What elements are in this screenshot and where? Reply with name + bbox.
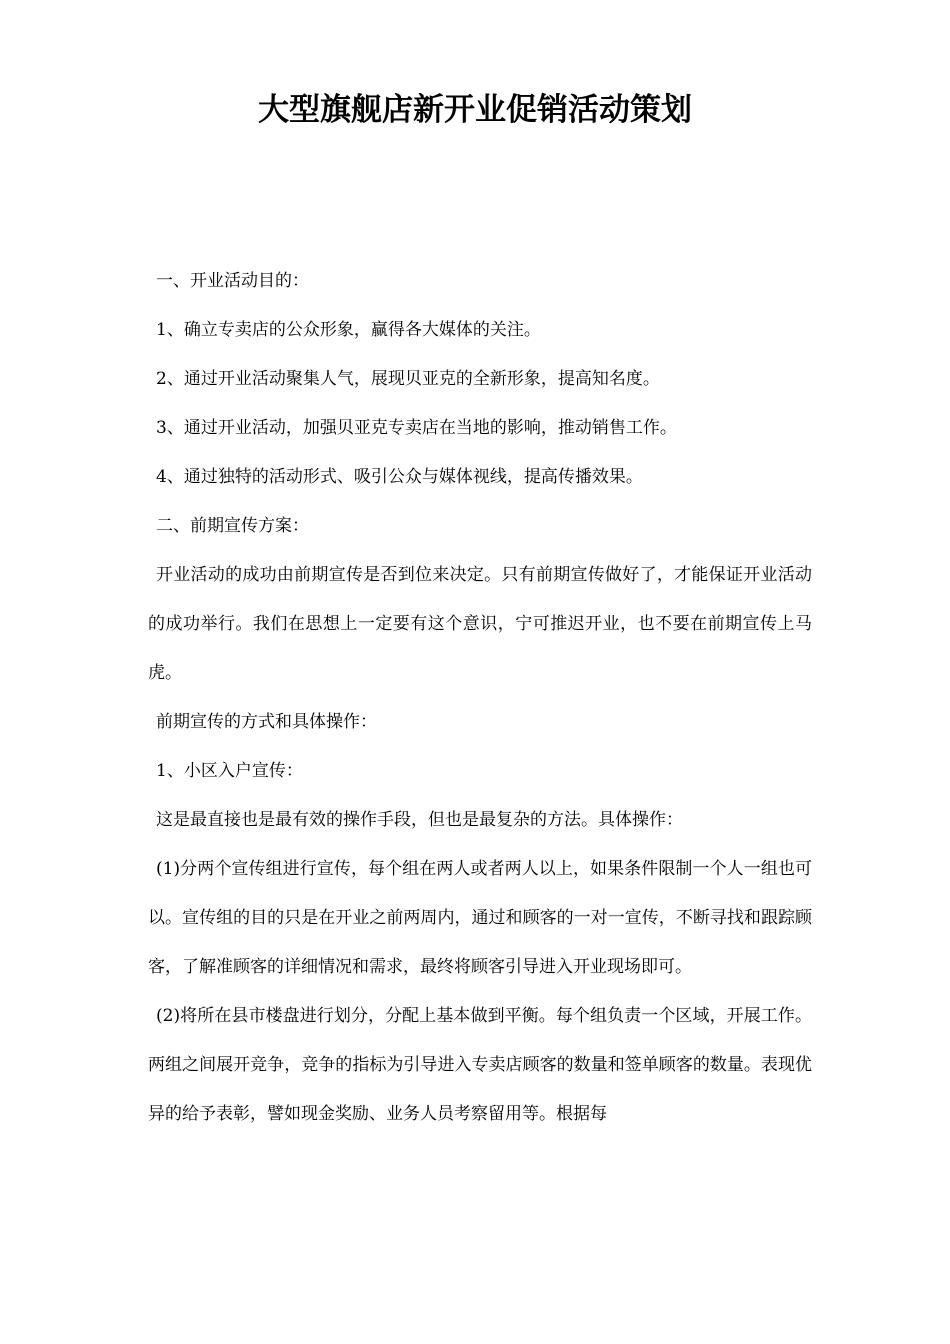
paragraph: (1)分两个宣传组进行宣传，每个组在两人或者两人以上，如果条件限制一个人一组也可以。宣传组的目的只是在开业之前两周内，通过和顾客的一对一宣传，不断寻找和跟踪顾客，了解准顾客的详细情况和需求，最终将顾客引导进入开业现场即可。: [148, 859, 812, 977]
list-item: 3、通过开业活动，加强贝亚克专卖店在当地的影响，推动销售工作。: [156, 418, 677, 438]
paragraph: (2)将所在县市楼盘进行划分，分配上基本做到平衡。每个组负责一个区域，开展工作。两组之间展开竞争，竞争的指标为引导进入专卖店顾客的数量和签单顾客的数量。表现优异的给予表彰，譬如现金奖励、业务人员考察留用等。根据每: [148, 1006, 812, 1124]
document-title: 大型旗舰店新开业促销活动策划: [258, 92, 692, 128]
section-heading-promotion: 二、前期宣传方案：: [156, 516, 309, 536]
paragraph: 这是最直接也是最有效的操作手段，但也是最复杂的方法。具体操作：: [156, 810, 683, 830]
subsection-heading: 1、小区入户宣传：: [156, 761, 303, 781]
paragraph: 开业活动的成功由前期宣传是否到位来决定。只有前期宣传做好了，才能保证开业活动的成功举行。我们在思想上一定要有这个意识，宁可推迟开业，也不要在前期宣传上马虎。: [148, 565, 812, 683]
list-item: 4、通过独特的活动形式、吸引公众与媒体视线，提高传播效果。: [156, 467, 643, 487]
list-item: 2、通过开业活动聚集人气，展现贝亚克的全新形象，提高知名度。: [156, 369, 660, 389]
document-body: [148, 257, 812, 1139]
section-heading-purpose: 一、开业活动目的：: [156, 271, 309, 291]
list-item: 1、确立专卖店的公众形象，赢得各大媒体的关注。: [156, 320, 541, 340]
paragraph: 前期宣传的方式和具体操作：: [156, 712, 377, 732]
